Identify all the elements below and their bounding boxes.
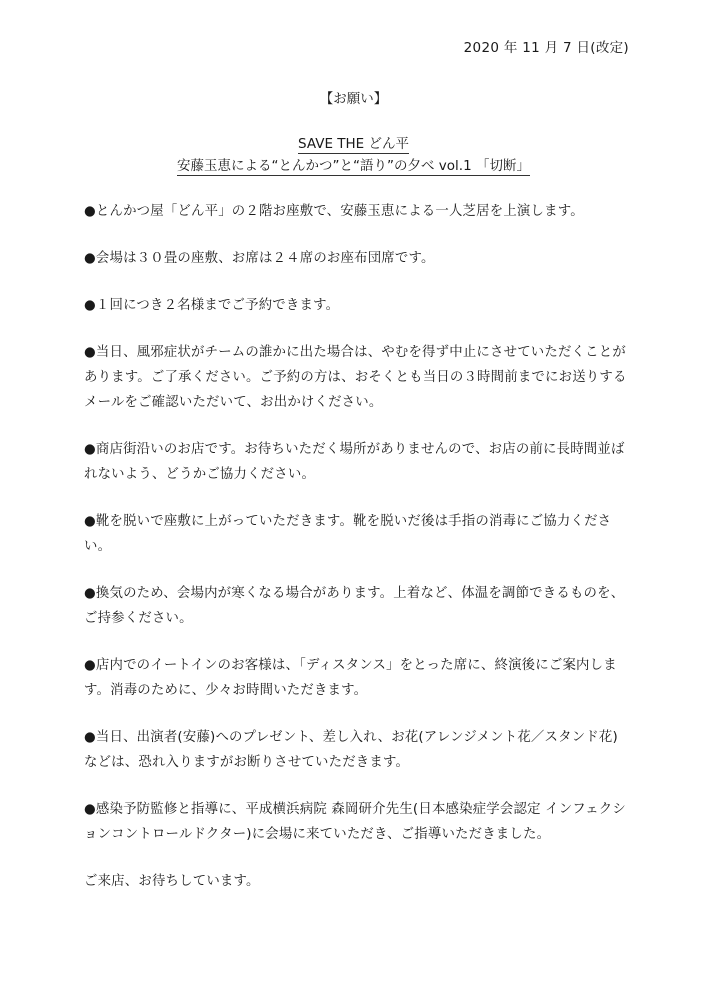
notice-item: ●当日、出演者(安藤)へのプレゼント、差し入れ、お花(アレンジメント花／スタンド花)などは、恐れ入りますがお断りさせていただきます。 xyxy=(84,730,618,770)
notice-item: ●商店街沿いのお店です。お待ちいただく場所がありませんので、お店の前に長時間並ばれないよう、どうかご協力ください。 xyxy=(84,442,625,482)
document-heading: 【お願い】 xyxy=(319,91,388,107)
notice-item: ●当日、風邪症状がチームの誰かに出た場合は、やむを得ず中止にさせていただくことがあります。ご了承ください。ご予約の方は、おそくとも当日の３時間前までにお送りするメールをご確認いただいて、お出かけください。 xyxy=(84,345,627,410)
notice-item: ●靴を脱いで座敷に上がっていただきます。靴を脱いだ後は手指の消毒にご協力ください。 xyxy=(84,514,612,554)
event-title-text: SAVE THE どん平 xyxy=(298,136,409,152)
notice-item: ●換気のため、会場内が寒くなる場合があります。上着など、体温を調節できるものを、ご持参ください。 xyxy=(84,586,625,626)
notice-item: ●感染予防監修と指導に、平成横浜病院 森岡研介先生(日本感染症学会認定 インフェクションコントロールドクター)に会場に来ていただき、ご指導いただきました。 xyxy=(84,802,626,842)
document-date: 2020 年 11 月 7 日(改定) xyxy=(463,40,629,56)
notice-list xyxy=(84,199,629,894)
notice-item: ●店内でのイートインのお客様は、「ディスタンス」をとった席に、終演後にご案内します。消毒のために、少々お時間いただきます。 xyxy=(84,658,617,698)
event-title-block xyxy=(0,133,707,177)
event-subtitle-text: 安藤玉恵による“とんかつ”と“語り”の夕べ vol.1 「切断」 xyxy=(177,158,530,174)
notice-item: ●１回につき２名様までご予約できます。 xyxy=(84,298,340,313)
notice-item: ●とんかつ屋「どん平」の２階お座敷で、安藤玉恵による一人芝居を上演します。 xyxy=(84,204,584,219)
closing-message: ご来店、お待ちしています。 xyxy=(84,874,260,889)
event-subtitle xyxy=(0,155,707,177)
event-title xyxy=(0,133,707,155)
notice-item: ●会場は３０畳の座敷、お席は２４席のお座布団席です。 xyxy=(84,251,435,266)
